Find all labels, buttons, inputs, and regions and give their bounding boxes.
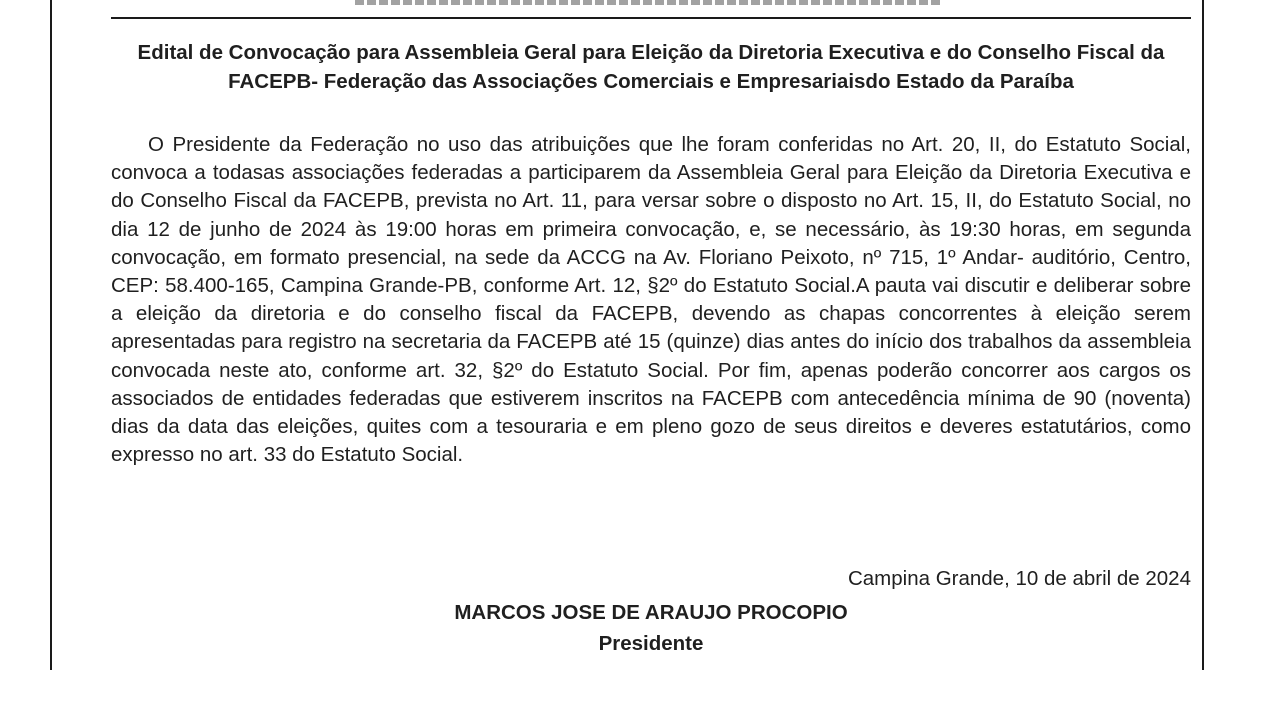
signer-role: Presidente <box>598 632 704 655</box>
signer-name: MARCOS JOSE DE ARAUJO PROCOPIO <box>454 601 848 624</box>
place-and-date: Campina Grande, 10 de abril de 2024 <box>847 567 1191 590</box>
header-divider <box>111 17 1191 19</box>
notice-title: Edital de Convocação para Assembleia Geral para Eleição da Diretoria Executiva e do Conselho Fiscal da FACEPB- Federação das Associações Comerciais e Empresariaisdo Estado da Paraíba <box>137 41 1165 93</box>
cropped-header-text <box>355 0 940 5</box>
notice-body: O Presidente da Federação no uso das atribuições que lhe foram conferidas no Art. 20, II, do Estatuto Social, convoca a todasas associações federadas a participarem da Assembleia Geral para Eleição da Diretoria Executiva e do Conselho Fiscal da FACEPB, prevista no Art. 11, para versar sobre o disposto no Art. 15, II, do Estatuto Social, no dia 12 de junho de 2024 às 19:00 horas em primeira convocação, e, se necessário, às 19:30 horas, em segunda convocação, em formato presencial, na sede da ACCG na Av. Floriano Peixoto, nº 715, 1º Andar- auditório, Centro, CEP: 58.400-165, Campina Grande-PB, conforme Art. 12, §2º do Estatuto Social.A pauta vai discutir e deliberar sobre a eleição da diretoria e do conselho fiscal da FACEPB, devendo as chapas concorrentes à eleição serem apresentadas para registro na secretaria da FACEPB até 15 (quinze) dias antes do início dos trabalhos da assembleia convocada neste ato, conforme art. 32, §2º do Estatuto Social. Por fim, apenas poderão concorrer aos cargos os associados de entidades federadas que estiverem inscritos na FACEPB com antecedência mínima de 90 (noventa) dias da data das eleições, quites com a tesouraria e em pleno gozo de seus direitos e deveres estatutários, como expresso no art. 33 do Estatuto Social. <box>111 133 1191 467</box>
